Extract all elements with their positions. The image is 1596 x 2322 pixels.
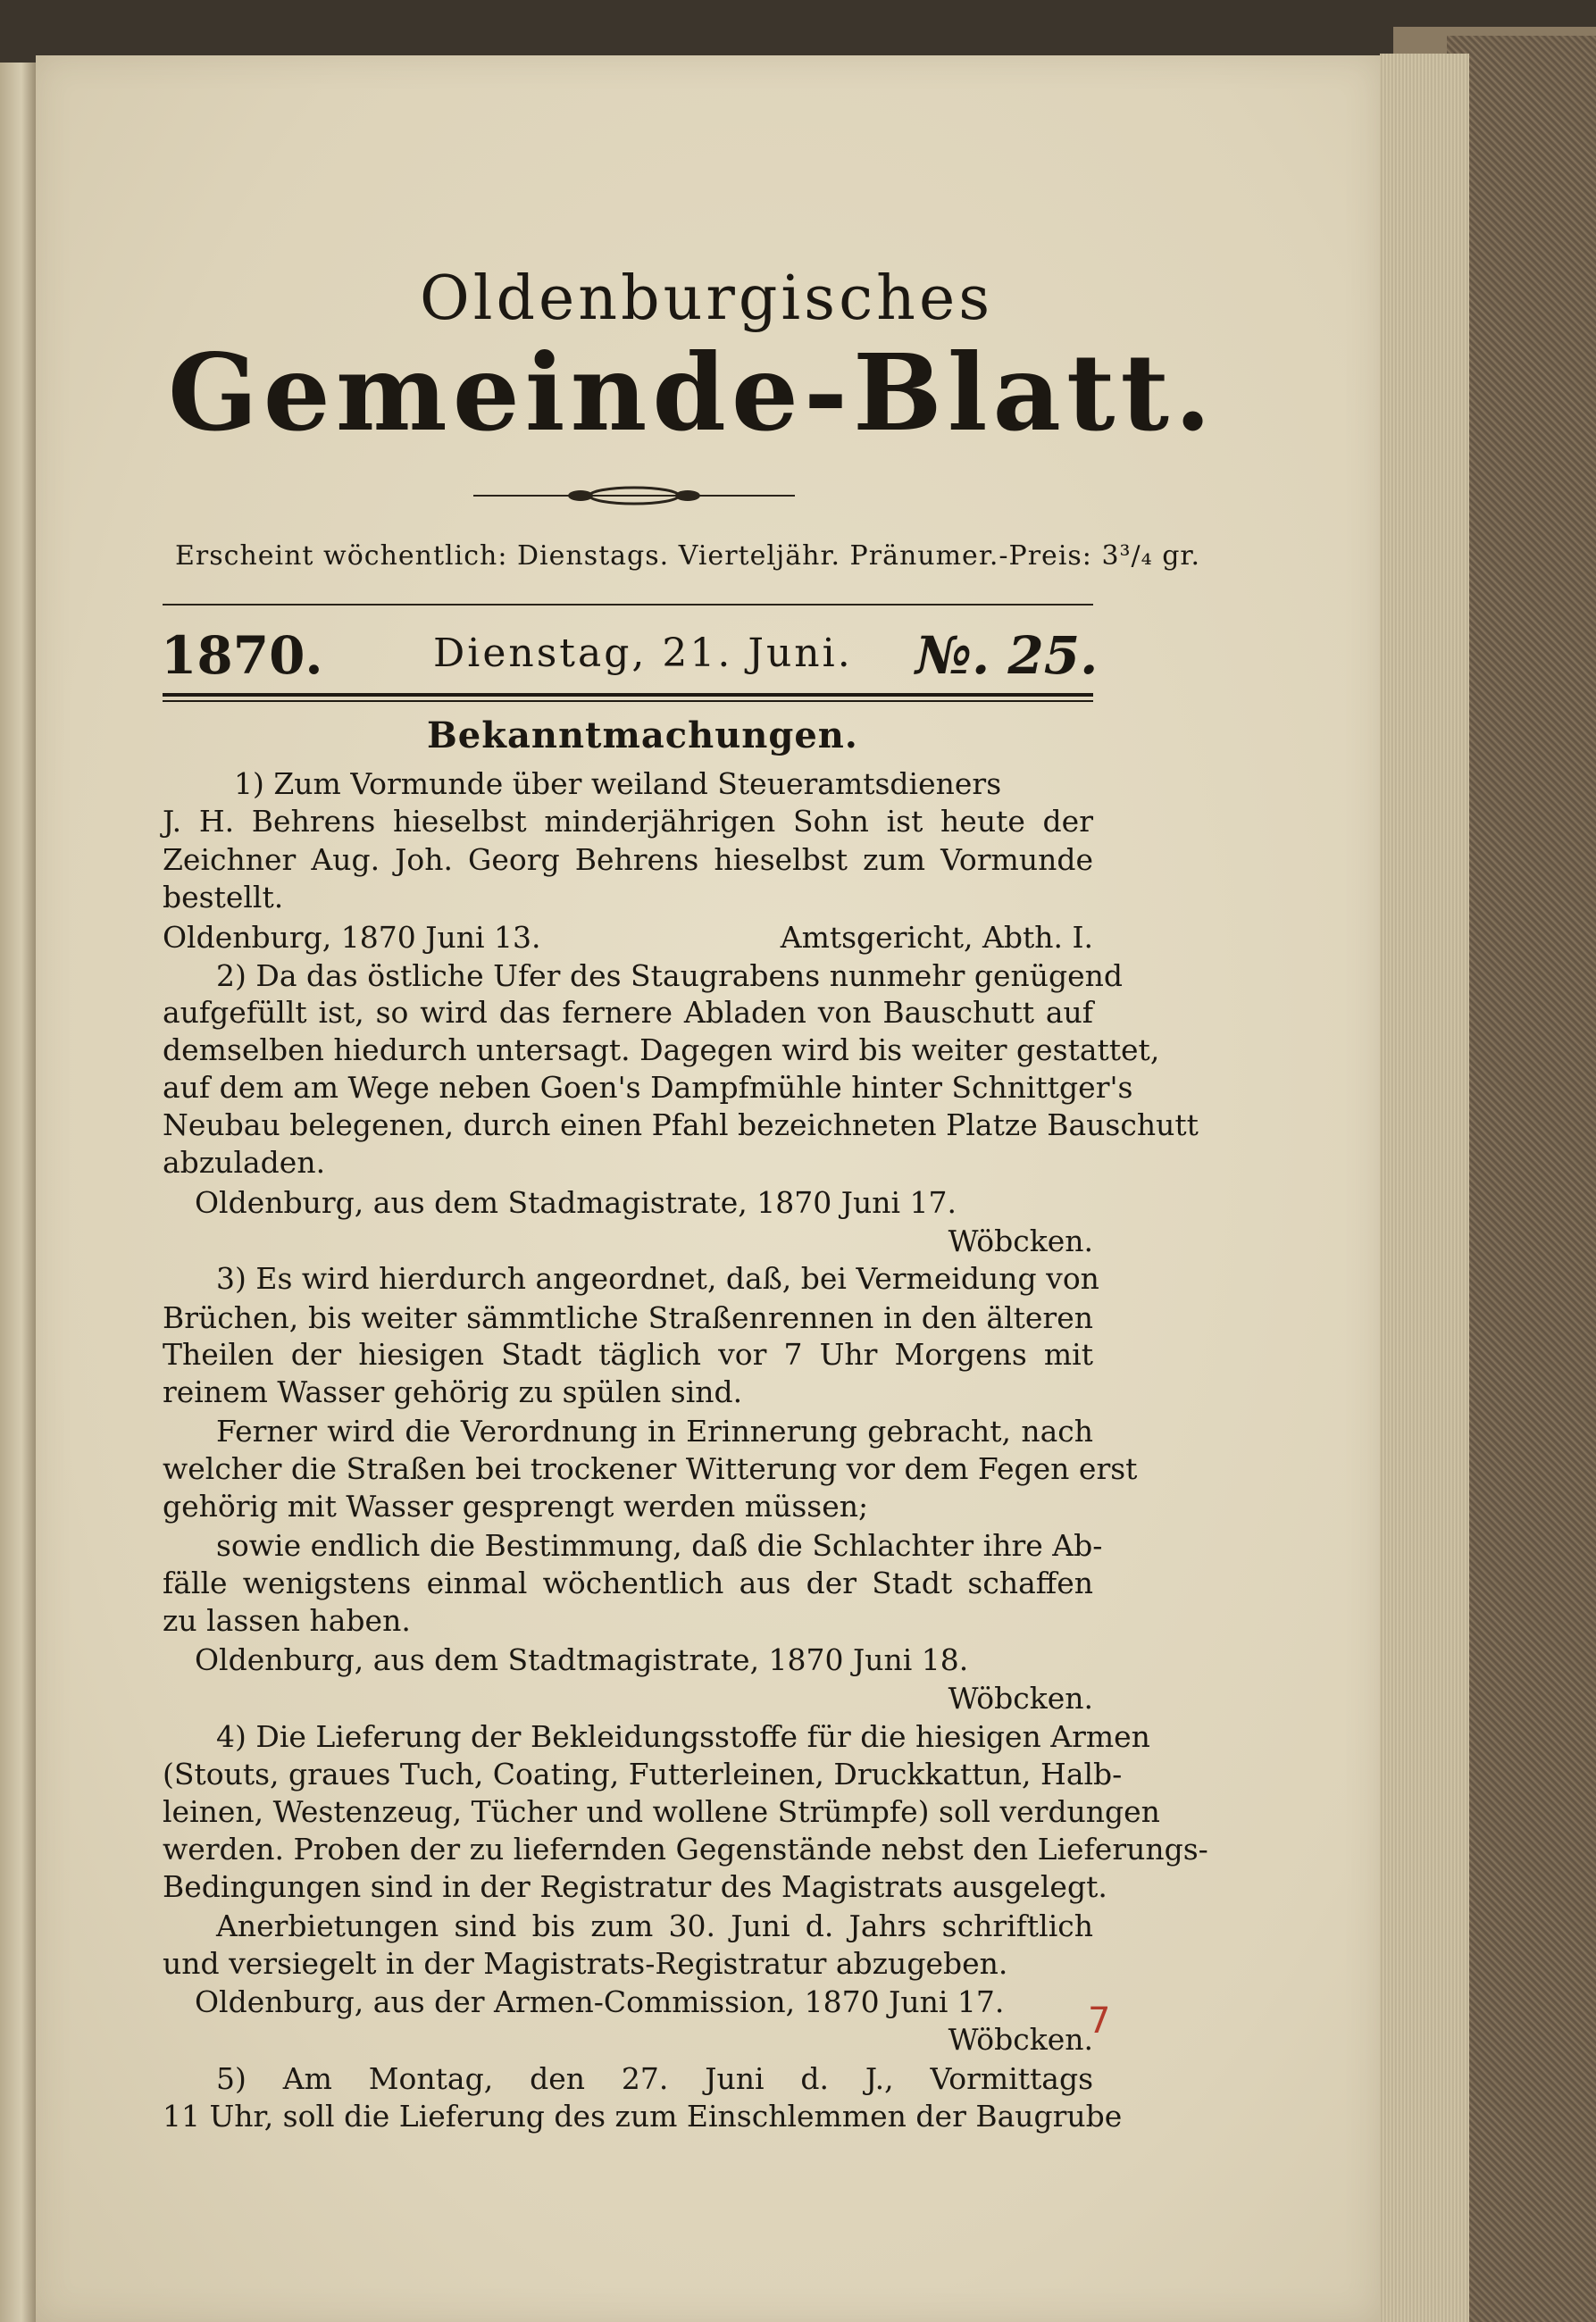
masthead-subtitle: Erscheint wöchentlich: Dienstags. Vierteljähr. Pränumer.-Preis: 3³/₄ gr. (175, 540, 1201, 572)
text-line (163, 880, 1093, 915)
text-line-part: Theilen der hiesigen Stadt täglich vor 7 Uhr Morgens mit (163, 1337, 1093, 1372)
text-line (234, 766, 1093, 801)
text-line-part: Ferner wird die Verordnung in Erinnerung gebracht, nach (216, 1414, 1093, 1449)
text-line-part: welcher die Straßen bei trockener Witterung vor dem Fegen erst (163, 1451, 1138, 1486)
text-line-part: (Stouts, graues Tuch, Coating, Futterleinen, Druckkattun, Halb- (163, 1757, 1123, 1792)
text-line (163, 1224, 1093, 1258)
text-line-part: Wöbcken. (948, 2022, 1093, 2057)
text-line-part: Wöbcken. (948, 1224, 1093, 1258)
text-line-part: Brüchen, bis weiter sämmtliche Straßenrennen in den älteren (163, 1300, 1093, 1335)
text-line (216, 1719, 1150, 1754)
issue-year: 1870. (161, 625, 323, 686)
book-cover (1447, 36, 1596, 2322)
text-line-part: fälle wenigstens einmal wöchentlich aus der Stadt schaffen (163, 1566, 1093, 1600)
text-line (216, 1414, 1093, 1449)
text-line-part: gehörig mit Wasser gesprengt werden müssen; (163, 1489, 869, 1524)
text-line (163, 920, 1093, 955)
text-line (163, 1794, 1160, 1829)
text-line (163, 2099, 1123, 2134)
text-line-part: Oldenburg, aus dem Stadtmagistrate, 1870 Juni 18. (195, 1642, 969, 1677)
text-line (163, 1566, 1093, 1600)
text-line-part: Neubau belegenen, durch einen Pfahl bezeichneten Platze Bauschutt (163, 1107, 1199, 1142)
thick-rule (163, 693, 1093, 697)
issue-number: №. 25. (915, 625, 1099, 686)
text-line-part: aufgefüllt ist, so wird das fernere Abladen von Bauschutt auf (163, 995, 1093, 1030)
handwritten-mark: 7 (1088, 2000, 1111, 2042)
text-line-part: und versiegelt in der Magistrats-Registratur abzugeben. (163, 1946, 1008, 1981)
text-line-part: zu lassen haben. (163, 1603, 411, 1638)
text-line-part: Oldenburg, aus dem Stadmagistrate, 1870 Juni 17. (195, 1185, 957, 1220)
header-rule (163, 604, 1093, 606)
text-line (163, 1337, 1093, 1372)
ornament-divider (473, 482, 795, 509)
text-line (163, 1070, 1133, 1105)
text-line-part: Anerbietungen sind bis zum 30. Juni d. Jahrs schriftlich (216, 1909, 1093, 1943)
text-line-part: 3) Es wird hierdurch angeordnet, daß, bei Vermeidung von (216, 1261, 1099, 1296)
text-line-part: Bedingungen sind in der Registratur des Magistrats ausgelegt. (163, 1869, 1107, 1904)
text-line-part: Oldenburg, aus der Armen-Commission, 1870 Juni 17. (195, 1984, 1005, 2019)
text-line (163, 1757, 1123, 1792)
text-line-part: 1) Zum Vormunde über weiland Steueramtsdieners (234, 766, 1002, 801)
text-line (216, 958, 1124, 993)
text-line-part: 11 Uhr, soll die Lieferung des zum Einschlemmen der Baugrube (163, 2099, 1123, 2134)
text-line (163, 1489, 1093, 1524)
text-line-part: Wöbcken. (948, 1681, 1093, 1716)
text-line-part: werden. Proben der zu liefernden Gegenstände nebst den Lieferungs- (163, 1832, 1208, 1867)
text-line (216, 1261, 1099, 1296)
text-line-part: auf dem am Wege neben Goen's Dampfmühle hinter Schnittger's (163, 1070, 1133, 1105)
text-line (163, 1946, 1093, 1981)
text-line-part: 5) Am Montag, den 27. Juni d. J., Vormittags (216, 2061, 1093, 2096)
text-line-part: Oldenburg, 1870 Juni 13. (163, 920, 541, 955)
text-line (216, 2061, 1093, 2096)
text-line (195, 1185, 1093, 1220)
text-line-part: Zeichner Aug. Joh. Georg Behrens hieselbst zum Vormunde (163, 842, 1093, 877)
text-line (195, 1984, 1093, 2019)
text-line-part: leinen, Westenzeug, Tücher und wollene Strümpfe) soll verdungen (163, 1794, 1160, 1829)
text-line (163, 1300, 1093, 1335)
thin-rule (163, 700, 1093, 702)
text-line-part: 4) Die Lieferung der Bekleidungsstoffe für die hiesigen Armen (216, 1719, 1150, 1754)
text-line (163, 804, 1093, 839)
issue-date: Dienstag, 21. Juni. (433, 631, 853, 676)
text-line (163, 1869, 1107, 1904)
text-line (163, 2022, 1093, 2057)
text-line (216, 1528, 1103, 1563)
text-line (163, 1374, 1093, 1409)
text-line (163, 1032, 1160, 1067)
text-line (163, 1145, 1093, 1180)
text-line-part: abzuladen. (163, 1145, 326, 1180)
section-title: Bekanntmachungen. (427, 714, 858, 756)
text-line-part: 2) Da das östliche Ufer des Staugrabens nunmehr genügend (216, 958, 1124, 993)
left-page-edge (0, 63, 36, 2322)
text-line (216, 1909, 1093, 1943)
text-line-part: sowie endlich die Bestimmung, daß die Schlachter ihre Ab- (216, 1528, 1103, 1563)
text-line (163, 842, 1093, 877)
text-line-part: Amtsgericht, Abth. I. (780, 920, 1093, 955)
text-line (163, 1681, 1093, 1716)
text-line-part: J. H. Behrens hieselbst minderjährigen Sohn ist heute der (163, 804, 1093, 839)
masthead-top-title: Oldenburgisches (420, 263, 994, 334)
text-line-part: demselben hiedurch untersagt. Dagegen wird bis weiter gestattet, (163, 1032, 1160, 1067)
page-stack-edge (1380, 54, 1469, 2322)
text-line (163, 1107, 1199, 1142)
text-line (163, 1603, 1093, 1638)
text-line (163, 1451, 1138, 1486)
text-line (163, 995, 1093, 1030)
text-line (195, 1642, 1093, 1677)
text-line (163, 1832, 1208, 1867)
text-line-part: bestellt. (163, 880, 284, 915)
masthead-main-title: Gemeinde-Blatt. (168, 330, 1217, 455)
text-line-part: reinem Wasser gehörig zu spülen sind. (163, 1374, 743, 1409)
